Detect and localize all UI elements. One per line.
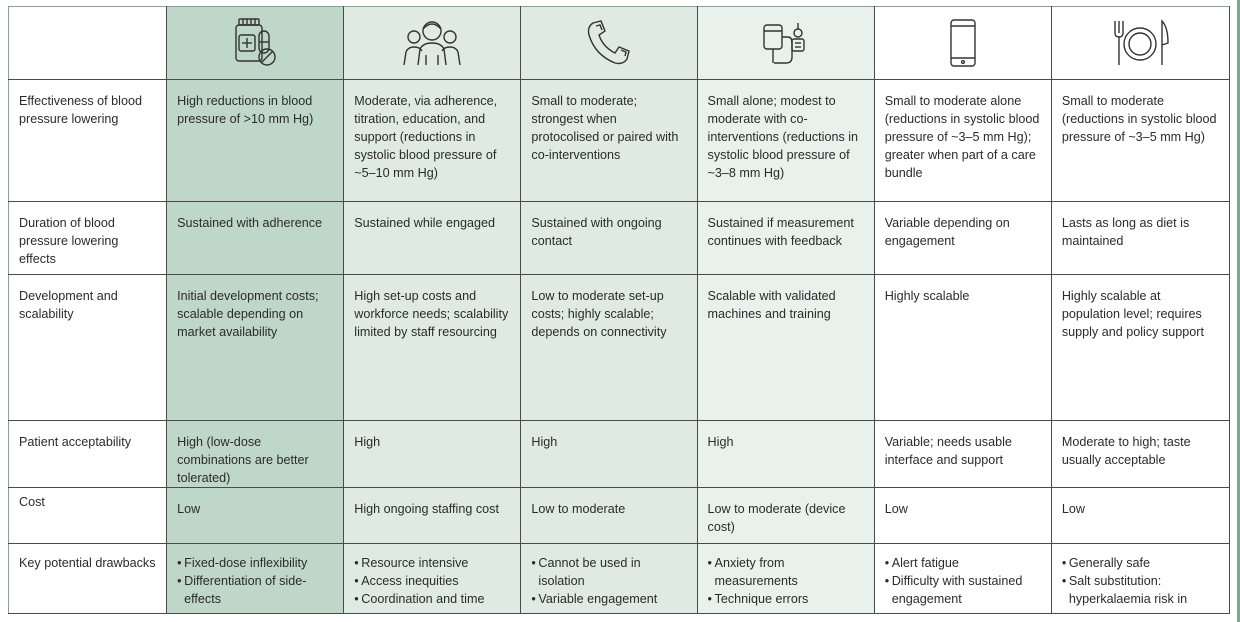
list-item: • Resource intensive bbox=[354, 554, 510, 572]
row-label: Duration of blood pressure lowering effects bbox=[19, 216, 119, 266]
list-item: • Salt substitution: hyperkalaemia risk in bbox=[1062, 572, 1219, 608]
table-cell: Low to moderate bbox=[531, 502, 626, 516]
fork-plate-knife-icon bbox=[1107, 17, 1173, 69]
table-cell: Highly scalable bbox=[884, 289, 970, 303]
header-corner-cell bbox=[9, 7, 167, 80]
table-row bbox=[9, 544, 1230, 614]
header-cell-team-care bbox=[344, 7, 521, 80]
table-cell: Variable depending on engagement bbox=[884, 216, 1010, 248]
table-cell: Low bbox=[884, 502, 908, 516]
row-label: Patient acceptability bbox=[19, 435, 132, 449]
table-cell: High ongoing staffing cost bbox=[354, 502, 499, 516]
table-cell: Small to moderate; strongest when protocolised or paired with co-interventions bbox=[531, 94, 679, 162]
table-cell: Moderate to high; taste usually acceptable bbox=[1061, 435, 1191, 467]
header-cell-telephone bbox=[521, 7, 697, 80]
table-cell: High reductions in blood pressure of >10 mm Hg) bbox=[177, 94, 314, 126]
row-label: Cost bbox=[19, 495, 45, 509]
table-cell: High bbox=[354, 435, 381, 449]
header-cell-home-monitoring bbox=[697, 7, 874, 80]
row-label: Development and scalability bbox=[19, 289, 118, 321]
table-cell: High bbox=[531, 435, 558, 449]
table-cell: Sustained if measurement continues with feedback bbox=[707, 216, 854, 248]
table-cell: Small alone; modest to moderate with co-interventions (reductions in systolic blood pressure of ~3–8 mm Hg) bbox=[707, 94, 859, 180]
table-row bbox=[9, 421, 1230, 488]
table-cell: Moderate, via adherence, titration, education, and support (reductions in systolic blood pressure of ~5–10 mm Hg) bbox=[354, 94, 498, 180]
list-item: • Technique errors bbox=[708, 590, 864, 608]
list-item: • Fixed-dose inflexibility bbox=[177, 554, 333, 572]
list-item: • Generally safe bbox=[1062, 554, 1219, 572]
table-cell: Lasts as long as diet is maintained bbox=[1061, 216, 1190, 248]
table-cell: Low to moderate set-up costs; highly scalable; depends on connectivity bbox=[531, 289, 667, 339]
row-label: Key potential drawbacks bbox=[19, 556, 156, 570]
list-item: • Alert fatigue bbox=[885, 554, 1041, 572]
header-cell-medication bbox=[167, 7, 344, 80]
table-cell: Low to moderate (device cost) bbox=[707, 502, 846, 534]
drawback-list bbox=[354, 544, 510, 608]
table-row bbox=[9, 488, 1230, 544]
table-cell: Initial development costs; scalable depending on market availability bbox=[177, 289, 319, 339]
drawback-list bbox=[885, 544, 1041, 608]
table-cell: Scalable with validated machines and training bbox=[707, 289, 836, 321]
table-cell: Sustained with adherence bbox=[177, 216, 323, 230]
list-item: • Anxiety from measurements bbox=[708, 554, 864, 590]
row-label: Effectiveness of blood pressure lowering bbox=[19, 94, 142, 126]
table-cell: Sustained with ongoing contact bbox=[531, 216, 662, 248]
table-cell: Small to moderate alone (reductions in systolic blood pressure of ~3–5 mm Hg); greater when part of a care bundle bbox=[884, 94, 1040, 180]
table-cell: High bbox=[707, 435, 734, 449]
smartphone-icon bbox=[945, 17, 981, 69]
pill-bottle-icon bbox=[225, 17, 285, 69]
phone-handset-icon bbox=[583, 17, 635, 69]
table-cell: Low bbox=[177, 502, 201, 516]
header-cell-diet bbox=[1051, 7, 1229, 80]
table-cell: Highly scalable at population level; requires supply and policy support bbox=[1061, 289, 1204, 339]
intervention-comparison-table bbox=[8, 6, 1230, 614]
drawback-list bbox=[708, 544, 864, 608]
header-cell-mobile-app bbox=[874, 7, 1051, 80]
table-cell: Low bbox=[1061, 502, 1085, 516]
drawback-list bbox=[177, 544, 333, 608]
icon-header-row bbox=[9, 7, 1230, 80]
list-item: • Coordination and time bbox=[354, 590, 510, 608]
drawback-list bbox=[531, 544, 686, 608]
list-item: • Variable engagement bbox=[531, 590, 686, 608]
people-group-icon bbox=[399, 17, 465, 69]
table-cell: Small to moderate (reductions in systolic blood pressure of ~3–5 mm Hg) bbox=[1061, 94, 1217, 144]
table-row bbox=[9, 275, 1230, 421]
list-item: • Cannot be used in isolation bbox=[531, 554, 686, 590]
table-row bbox=[9, 202, 1230, 275]
table-row bbox=[9, 80, 1230, 202]
list-item: • Access inequities bbox=[354, 572, 510, 590]
list-item: • Difficulty with sustained engagement bbox=[885, 572, 1041, 608]
table-cell: Sustained while engaged bbox=[354, 216, 496, 230]
table-cell: High (low-dose combinations are better tolerated) bbox=[177, 435, 309, 485]
drawback-list bbox=[1062, 544, 1219, 608]
table-cell: Variable; needs usable interface and support bbox=[884, 435, 1012, 467]
list-item: • Differentiation of side-effects bbox=[177, 572, 333, 608]
table-cell: High set-up costs and workforce needs; scalability limited by staff resourcing bbox=[354, 289, 509, 339]
blood-pressure-monitor-icon bbox=[758, 17, 814, 69]
